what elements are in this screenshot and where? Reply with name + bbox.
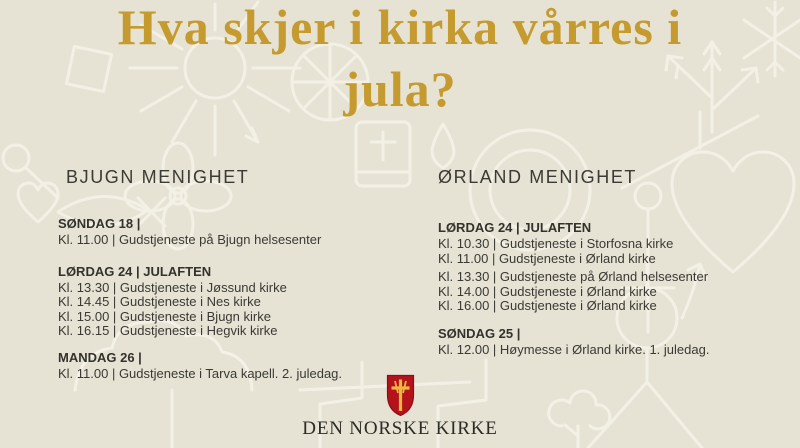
schedule-event: Kl. 11.00 | Gudstjeneste i Ørland kirke — [438, 250, 656, 266]
schedule-event: Kl. 15.00 | Gudstjeneste i Bjugn kirke — [58, 308, 271, 324]
schedule-event: Kl. 16.15 | Gudstjeneste i Hegvik kirke — [58, 323, 278, 338]
schedule-section — [58, 264, 398, 339]
schedule-event: Kl. 10.30 | Gudstjeneste i Storfosna kirke — [438, 236, 674, 251]
column-bjugn-menighet — [58, 166, 398, 381]
schedule-section — [438, 220, 788, 314]
column-header-orland: ØRLAND MENIGHET — [438, 167, 638, 187]
schedule-day-heading: LØRDAG 24 | JULAFTEN — [438, 220, 592, 235]
den-norske-kirke-shield-icon — [386, 374, 415, 417]
poster-title-line1: Hva skjer i kirka vårres i — [117, 0, 683, 55]
schedule-event: Kl. 14.00 | Gudstjeneste i Ørland kirke — [438, 283, 657, 299]
poster-title-line2: jula? — [343, 61, 457, 117]
schedule-event: Kl. 16.00 | Gudstjeneste i Ørland kirke — [438, 298, 657, 313]
column-header-bjugn: BJUGN MENIGHET — [66, 167, 250, 187]
schedule-event: Kl. 11.00 | Gudstjeneste på Bjugn helsesenter — [58, 232, 322, 247]
schedule-event: Kl. 12.00 | Høymesse i Ørland kirke. 1. juledag. — [438, 341, 710, 357]
schedule-day-heading: SØNDAG 25 | — [438, 325, 521, 341]
footer — [0, 374, 800, 440]
schedule-event: Kl. 13.30 | Gudstjeneste i Jøssund kirke — [58, 279, 287, 295]
schedule-section — [438, 326, 788, 358]
organization-name: DEN NORSKE KIRKE — [302, 418, 498, 439]
schedule-event: Kl. 13.30 | Gudstjeneste på Ørland helsesenter — [438, 269, 709, 284]
poster-title — [0, 0, 800, 120]
schedule-section — [58, 216, 398, 248]
column-orland-menighet — [438, 166, 788, 357]
schedule-event: Kl. 14.45 | Gudstjeneste i Nes kirke — [58, 294, 261, 309]
schedule-day-heading: SØNDAG 18 | — [58, 216, 141, 231]
schedule-event: Kl. 11.00 | Gudstjeneste i Tarva kapell. 2. juledag. — [58, 365, 343, 381]
schedule-day-heading: MANDAG 26 | — [58, 349, 142, 365]
schedule-day-heading: LØRDAG 24 | JULAFTEN — [58, 263, 212, 279]
